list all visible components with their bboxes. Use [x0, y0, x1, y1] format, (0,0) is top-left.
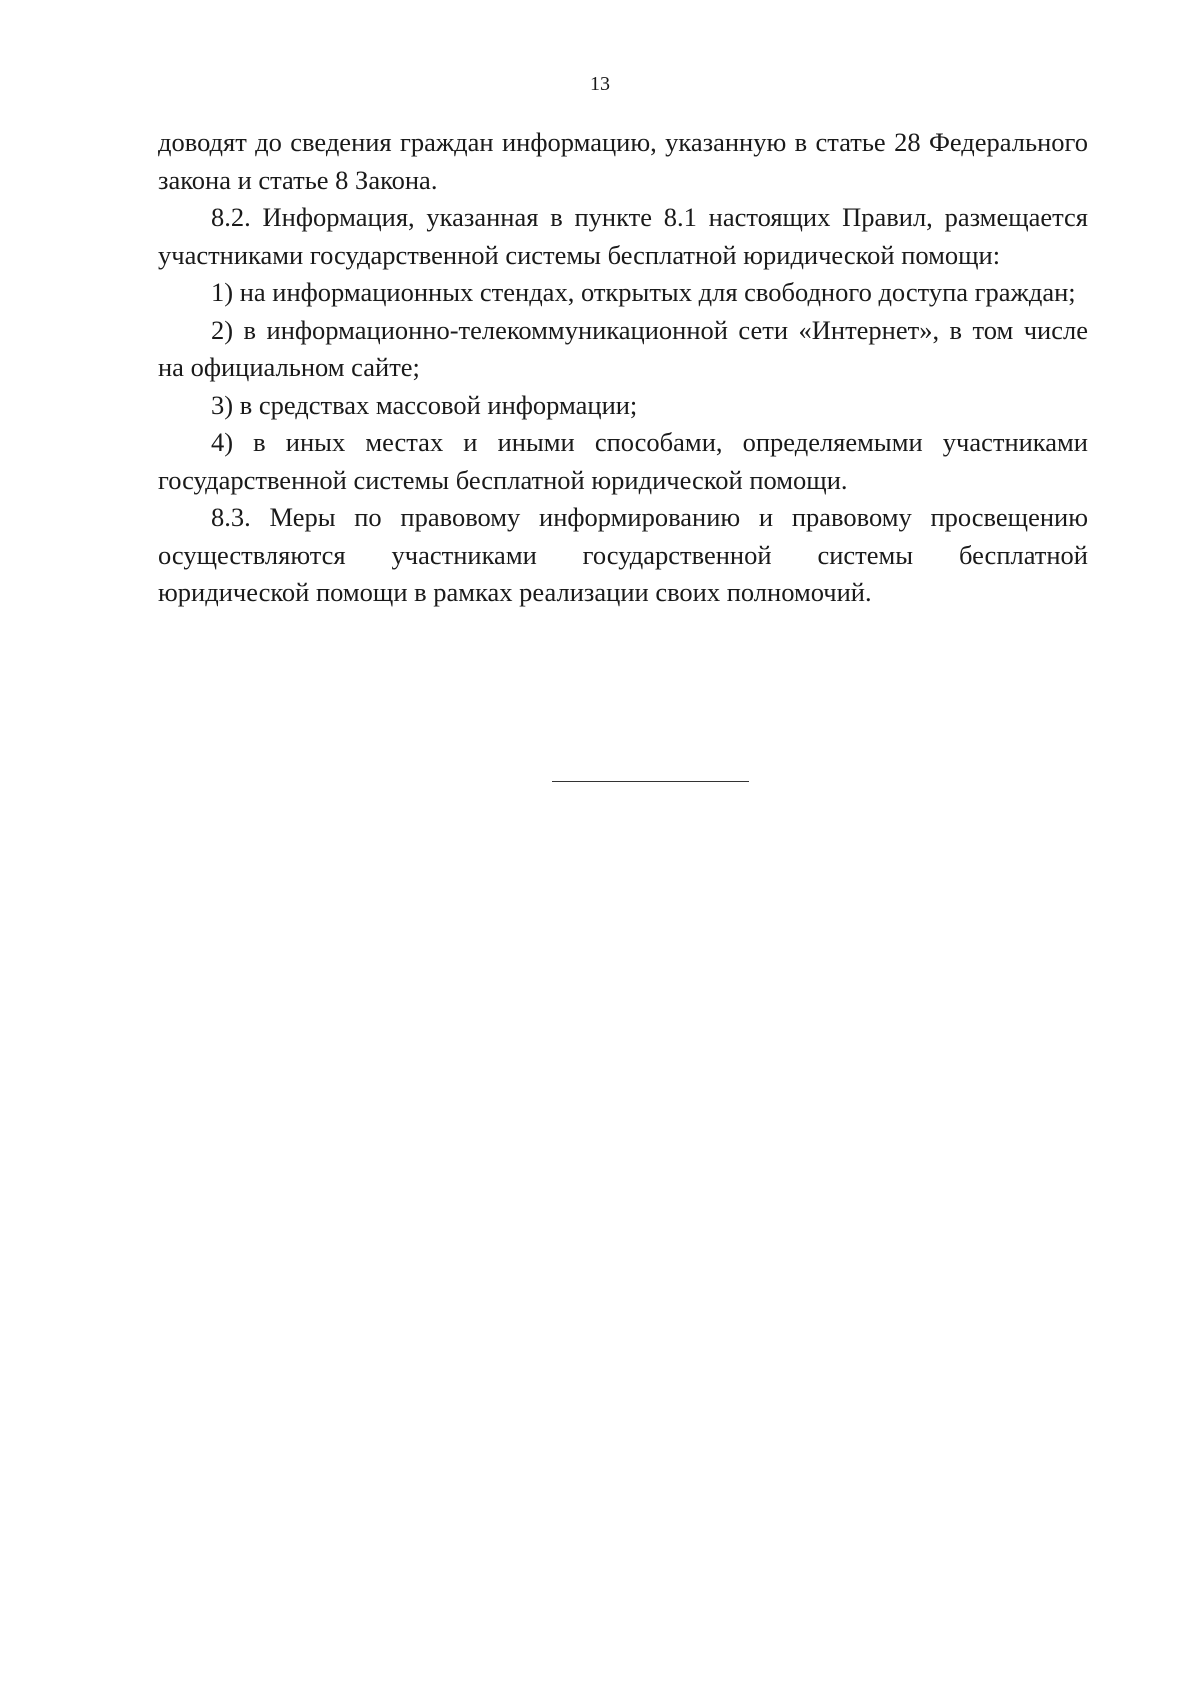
- list-item-2: 2) в информационно-телекоммуникационной сети «Интернет», в том числе на официальном сайте;: [158, 314, 1088, 382]
- paragraph-8-3: 8.3. Меры по правовому информированию и правовому просвещению осуществляются участниками государственной системы бесплатной юридической помощи в рамках реализации своих полномочий.: [158, 502, 1088, 607]
- list-item-1: 1) на информационных стендах, открытых для свободного доступа граждан;: [211, 277, 1076, 307]
- page-number: 13: [590, 73, 610, 95]
- list-item-3: 3) в средствах массовой информации;: [211, 389, 638, 420]
- paragraph-8-2: 8.2. Информация, указанная в пункте 8.1 настоящих Правил, размещается участниками государственной системы бесплатной юридической помощи:: [158, 202, 1088, 270]
- document-body: [158, 124, 1088, 612]
- paragraph-continuation: доводят до сведения граждан информацию, указанную в статье 28 Федерального закона и статье 8 Закона.: [158, 127, 1088, 195]
- list-item-4: 4) в иных местах и иными способами, определяемыми участниками государственной системы бесплатной юридической помощи.: [158, 427, 1088, 495]
- end-of-text-divider: [552, 781, 749, 782]
